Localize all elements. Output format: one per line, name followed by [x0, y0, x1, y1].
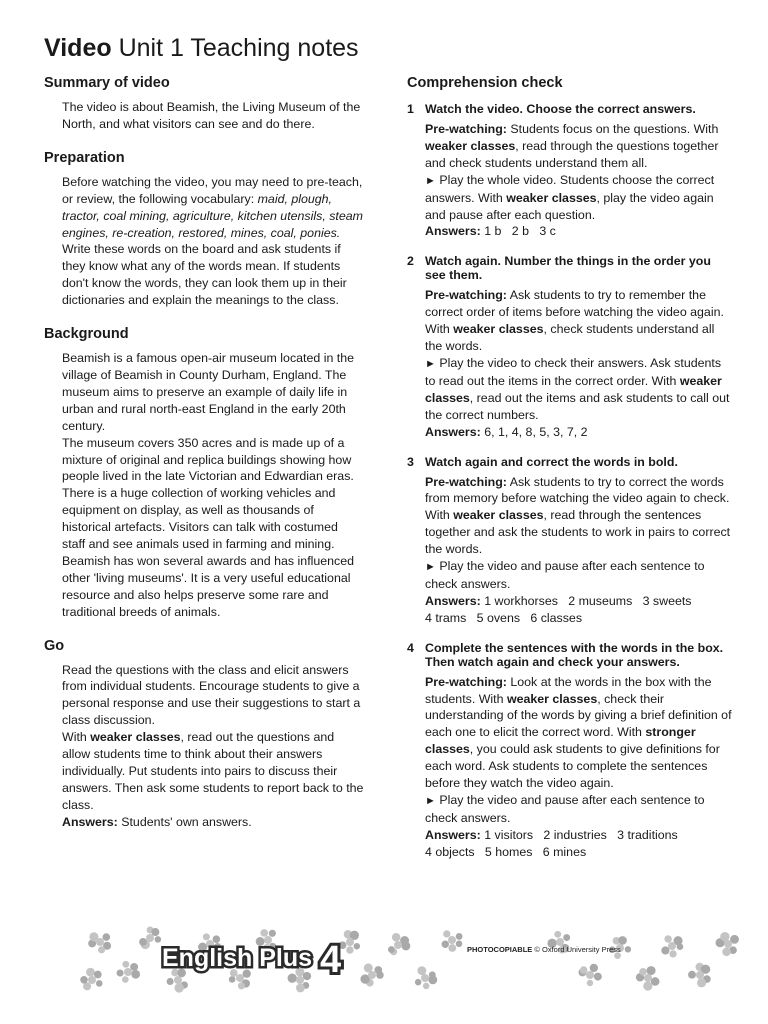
pattern-dot	[722, 948, 731, 957]
pattern-dot	[354, 943, 360, 949]
go-heading: Go	[44, 637, 65, 654]
q-text: , read through the questions together and check students understand them all.	[425, 138, 719, 170]
publisher-label: © Oxford University Press	[532, 945, 621, 954]
weaker-classes-label: weaker classes	[453, 508, 544, 523]
pattern-dot	[260, 929, 268, 937]
pre-watching-label: Pre-watching:	[425, 122, 507, 136]
answers-label: Answers:	[425, 593, 481, 608]
pattern-dot	[586, 971, 594, 979]
summary-text: The video is about Beamish, the Living Museum of the North, and what visitors can see and do there.	[62, 100, 361, 131]
play-icon: ►	[425, 795, 436, 807]
pattern-dot	[442, 941, 449, 948]
left-column	[44, 74, 364, 847]
pattern-dot	[203, 933, 210, 940]
q-text: Play the video to check their answers. Ask students to read out the items in the correct order. With	[425, 355, 722, 388]
weaker-classes-label: weaker classes	[425, 138, 516, 153]
q-text: Ask students to try to correct the words from memory before watching the video again to check. With	[425, 474, 730, 523]
pattern-dot	[647, 966, 656, 975]
answers-text: 1 visitors 2 industries 3 traditions	[480, 827, 678, 842]
pattern-dot	[421, 974, 429, 982]
pattern-dot	[368, 971, 376, 979]
go-text: , read out the questions and allow students time to think about their answers individually. Put students into pairs to discuss their answers. Then ask some students to report back to the class.	[62, 730, 364, 812]
pattern-dot	[724, 940, 732, 948]
copyright-notice	[467, 945, 621, 954]
pattern-dot	[346, 938, 354, 946]
answers-label: Answers:	[62, 814, 118, 829]
weaker-classes-label: weaker classes	[90, 730, 181, 745]
pattern-dot	[130, 963, 138, 971]
pattern-dot	[448, 936, 456, 944]
pattern-dot	[124, 968, 132, 976]
background-paragraph: Beamish is a famous open-air museum located in the village of Beamish in County Durham, England. The museum aims to preserve an example of daily life in urban and rural north-east England in the early 20th century.	[62, 351, 355, 433]
q-text: Ask students to try to remember the correct order of items before watching the video again. With	[425, 288, 724, 337]
go-answers: Students' own answers.	[117, 814, 252, 829]
pattern-dot	[415, 979, 421, 985]
weaker-classes-label: weaker classes	[425, 373, 722, 405]
question-number: 2	[407, 254, 414, 269]
pattern-dot	[696, 971, 704, 979]
pattern-dot	[236, 974, 244, 982]
answers-text: 4 trams 5 ovens 6 classes	[425, 610, 583, 625]
preparation-intro: Before watching the video, you may need to pre-teach, or review, the following vocabulary:	[62, 174, 363, 206]
pattern-dot	[139, 938, 147, 946]
right-column	[407, 74, 732, 875]
background-paragraph: The museum covers 350 acres and is made up of a mixture of original and replica buildings showing how people lived in the late Victorian and Edwardian eras. There is a huge collection of working vehicles and equipment on display, as well as thousands of historical artefacts. Visitors can talk with costumed staff and see animals used in farming and mining.	[62, 435, 354, 552]
pattern-dot	[88, 976, 96, 984]
stronger-classes-label: stronger classes	[425, 725, 696, 757]
pre-watching-label: Pre-watching:	[425, 674, 507, 689]
pattern-dot	[288, 974, 297, 983]
pattern-dot	[443, 930, 450, 937]
pattern-dot	[146, 934, 154, 942]
pattern-dot	[174, 983, 183, 992]
q-text: , read out the items and ask students to call out the correct numbers.	[425, 390, 730, 422]
pattern-dot	[96, 938, 104, 946]
pattern-dot	[429, 971, 436, 978]
pattern-dot	[688, 971, 696, 979]
title-bold: Video	[44, 34, 112, 62]
pattern-dot	[423, 983, 430, 990]
footer	[0, 920, 768, 1010]
pattern-dot	[94, 971, 102, 979]
brand-logo: English Plus	[162, 944, 313, 972]
pattern-dot	[697, 978, 706, 987]
pattern-dot	[151, 928, 159, 936]
summary-heading: Summary of video	[44, 75, 170, 91]
pattern-dot	[122, 961, 129, 968]
answers-text: 4 objects 5 homes 6 mines	[425, 844, 587, 859]
question-number: 3	[407, 454, 414, 469]
q-text: Play the video and pause after each sentence to check answers.	[425, 793, 705, 825]
pattern-dot	[96, 980, 103, 987]
pattern-dot	[238, 982, 245, 989]
question-4	[407, 641, 732, 861]
preparation-section	[44, 149, 364, 309]
pattern-dot	[594, 973, 602, 981]
title-rest: Unit 1 Teaching notes	[111, 34, 359, 62]
pattern-dot	[668, 942, 676, 950]
pattern-dot	[394, 941, 402, 949]
question-title: Watch the video. Choose the correct answers.	[425, 102, 696, 116]
pattern-dot	[661, 946, 669, 954]
weaker-classes-label: weaker classes	[506, 691, 598, 706]
pattern-dot	[264, 936, 272, 944]
answers-label: Answers:	[425, 827, 481, 842]
pattern-dot	[644, 974, 652, 982]
background-heading: Background	[44, 326, 129, 343]
pattern-dot	[303, 972, 311, 980]
play-icon: ►	[425, 357, 436, 370]
q-text: , read through the sentences together and ask the students to work in pairs to correct the words.	[425, 508, 731, 557]
pattern-dot	[651, 977, 660, 986]
pattern-dot	[86, 968, 95, 977]
weaker-classes-label: weaker classes	[506, 190, 597, 205]
q-text: , check students understand all the words.	[425, 322, 715, 354]
pattern-dot	[374, 966, 382, 974]
pattern-dot	[392, 933, 400, 941]
pattern-dot	[102, 933, 110, 941]
pattern-dot	[456, 933, 463, 940]
answers-label: Answers:	[425, 224, 481, 239]
pattern-dot	[618, 936, 627, 945]
pattern-dot	[213, 935, 221, 943]
play-icon: ►	[425, 561, 436, 574]
question-title: Watch again. Number the things in the order you see them.	[425, 254, 711, 283]
answers-text: 6, 1, 4, 8, 5, 3, 7, 2	[480, 424, 588, 439]
pattern-dot	[80, 976, 88, 984]
page-title	[44, 34, 359, 63]
pattern-dot	[664, 935, 672, 943]
pattern-dot	[563, 934, 570, 941]
q-text: , check their understanding of the words by giving a brief definition of each one to elicit the correct word. With	[425, 691, 732, 740]
pattern-dot	[587, 980, 593, 986]
q-text: Play the whole video. Students choose the correct answers. With	[425, 172, 715, 205]
pre-watching-label: Pre-watching:	[425, 474, 507, 489]
comprehension-heading: Comprehension check	[407, 75, 563, 91]
level-number: 4	[320, 939, 342, 981]
pattern-dot	[122, 976, 129, 983]
question-number: 4	[407, 640, 414, 655]
preparation-instructions: Write these words on the board and ask students if they know what any of the words mean. If students don't know the words, they can look them up in their dictionaries and explain the meanings to the class.	[62, 242, 347, 308]
answers-text: 1 b 2 b 3 c	[480, 224, 556, 239]
pattern-dot	[554, 931, 561, 938]
pattern-dot	[296, 984, 305, 993]
pattern-dot	[117, 969, 124, 976]
pattern-dot	[448, 944, 456, 952]
pattern-dot	[590, 964, 598, 972]
pattern-dot	[669, 950, 676, 957]
pattern-dot	[643, 981, 652, 990]
pattern-dot	[639, 968, 646, 975]
pattern-dot	[155, 936, 162, 943]
question-1	[407, 102, 732, 240]
pattern-dot	[456, 941, 463, 948]
photocopiable-label: PHOTOCOPIABLE	[467, 945, 533, 954]
background-section	[44, 325, 364, 621]
footer-pattern	[0, 920, 768, 1010]
pattern-dot	[174, 976, 182, 984]
question-title: Watch again and correct the words in bold.	[425, 454, 678, 469]
pattern-dot	[720, 932, 729, 941]
question-3	[407, 455, 732, 627]
preparation-heading: Preparation	[44, 149, 125, 166]
play-icon: ►	[425, 174, 436, 187]
pattern-dot	[296, 976, 304, 984]
go-text: With	[62, 730, 91, 745]
pattern-dot	[417, 966, 426, 975]
background-paragraph: Beamish has won several awards and has influenced other 'living museums'. It is a very useful educational resource and also helps preserve some rare and traditional breeds of animals.	[62, 553, 355, 619]
pattern-dot	[625, 946, 631, 952]
pattern-dot	[131, 970, 140, 979]
q-text: Play the video and pause after each sentence to check answers.	[425, 559, 705, 591]
pattern-dot	[580, 966, 588, 974]
go-paragraph: Read the questions with the class and elicit answers from individual students. Encourage students to give a personal response and use their suggestions to start a class discussion.	[62, 662, 361, 728]
answers-text: 1 workhorses 2 museums 3 sweets	[480, 593, 692, 608]
q-text: Look at the words in the box with the students. With	[425, 674, 712, 706]
pre-watching-label: Pre-watching:	[425, 288, 507, 303]
pattern-dot	[388, 946, 395, 953]
question-title: Complete the sentences with the words in the box. Then watch again and check your answers.	[425, 640, 724, 669]
q-text: , play the video again and pause after each question.	[425, 190, 714, 222]
preparation-vocab: maid, plough, tractor, coal mining, agriculture, kitchen utensils, steam engines, re-creation, restored, mines, coal, ponies.	[62, 191, 363, 240]
go-section	[44, 637, 364, 831]
pattern-dot	[167, 978, 174, 985]
pattern-dot	[98, 946, 105, 953]
pattern-dot	[269, 930, 276, 937]
weaker-classes-label: weaker classes	[453, 322, 544, 337]
pattern-dot	[229, 976, 236, 983]
answers-label: Answers:	[425, 424, 481, 439]
q-text: , you could ask students to give definitions for each word. Ask students to complete the sentences before they watch the video again.	[425, 742, 720, 791]
summary-section	[44, 74, 364, 133]
pattern-dot	[346, 946, 353, 953]
q-text: Students focus on the questions. With	[506, 122, 719, 136]
question-number: 1	[407, 102, 414, 116]
question-2	[407, 254, 732, 440]
